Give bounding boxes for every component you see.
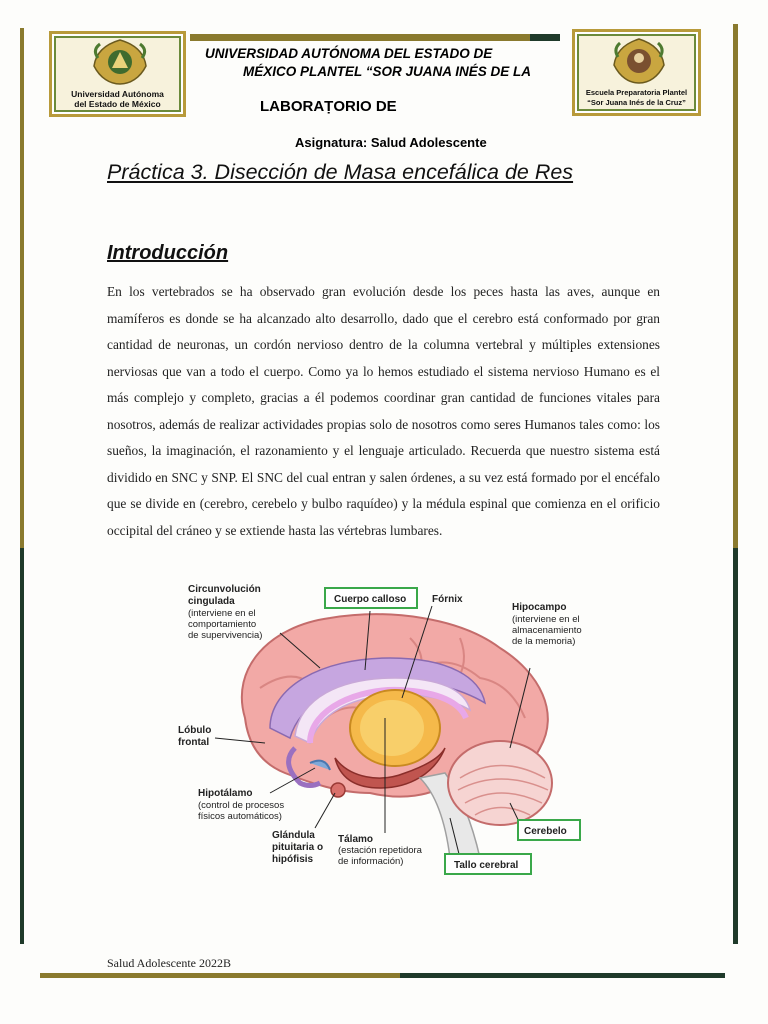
label-circunvolucion-desc3: de supervivencia)	[188, 630, 263, 641]
label-circunvolucion-title2: cingulada	[188, 596, 235, 607]
right-bar-green	[733, 548, 738, 944]
top-bar-gold	[190, 34, 530, 41]
left-bar-green	[20, 548, 24, 944]
top-bar-green	[530, 34, 560, 41]
uaem-logo	[49, 31, 186, 117]
label-glandula-line2: pituitaria o	[272, 842, 324, 853]
label-tallo-cerebral: Tallo cerebral	[454, 860, 519, 871]
lab-title: LABORAṬORIO DE	[260, 98, 397, 115]
label-hipotalamo-desc2: físicos automáticos)	[198, 811, 282, 822]
label-glandula-line3: hipófisis	[272, 854, 314, 865]
label-hipotalamo-desc1: (control de procesos	[198, 800, 285, 811]
label-hipocampo-title: Hipocampo	[512, 602, 567, 613]
plantel-logo-text-line1: Escuela Preparatoria Plantel	[585, 88, 688, 97]
plantel-logo-text-line2: “Sor Juana Inés de la Cruz”	[587, 98, 686, 107]
brain-diagram	[160, 578, 600, 876]
bottom-bar-green	[400, 973, 725, 978]
right-bar-gold	[733, 24, 738, 548]
label-talamo-title: Tálamo	[338, 834, 374, 845]
pituitary-shape	[331, 783, 345, 797]
subject-line: Asignatura: Salud Adolescente	[295, 135, 487, 150]
label-lobulo-line1: Lóbulo	[178, 725, 212, 736]
label-lobulo-line2: frontal	[178, 737, 210, 748]
label-hipotalamo-title: Hipotálamo	[198, 788, 253, 799]
label-circunvolucion-title1: Circunvolución	[188, 584, 261, 595]
practice-title: Práctica 3. Disección de Masa encefálica de Res	[107, 160, 574, 184]
label-circunvolucion-desc1: (interviene en el	[188, 608, 256, 619]
label-talamo-desc2: de información)	[338, 856, 404, 867]
plantel-emblem-icon	[612, 37, 666, 85]
cerebellum-shape	[448, 741, 552, 825]
label-talamo-desc1: (estación repetidora	[338, 845, 422, 856]
uaem-emblem-icon	[90, 38, 150, 86]
plantel-logo	[572, 29, 701, 116]
label-cerebelo: Cerebelo	[524, 826, 567, 837]
label-cuerpo-calloso: Cuerpo calloso	[334, 594, 407, 605]
label-circunvolucion-desc2: comportamiento	[188, 619, 257, 630]
intro-paragraph: En los vertebrados se ha observado gran evolución desde los peces hasta las aves, aunque en mamíferos es donde se ha alcanzado alto desarrollo, dado que el cerebro está conformado por gran cantidad de neuronas, un cordón nervioso dentro de la columna vertebral y múltiples extensiones nerviosas que van a todo el cuerpo. Como ya lo hemos estudiado el sistema nervioso Humano es el más complejo y completo, gracias a él podemos coordinar gran cantidad de funciones vitales para nosotros, además de realizar actividades propias solo de nosotros como seres Humanos tales como: los sueños, la imaginación, el razonamiento y el lenguaje articulado. Recuerda que nuestro sistema está dividido en SNC y SNP. El SNC del cual entran y salen órdenes, a su vez está formado por el encéfalo que se divide en (cerebro, cerebelo y bulbo raquídeo) y la médula espinal que comienza en el orificio occipital del cráneo y se extiende hasta las vértebras lumbares.	[107, 284, 660, 538]
bottom-bar-gold	[40, 973, 400, 978]
uaem-logo-text: Universidad Autónoma del Estado de México	[71, 89, 164, 109]
footer-text: Salud Adolescente 2022B	[107, 956, 231, 970]
label-hipocampo-desc2: almacenamiento	[512, 625, 582, 636]
label-hipocampo-desc3: de la memoria)	[512, 636, 576, 647]
label-glandula-line1: Glándula	[272, 830, 315, 841]
left-bar-gold	[20, 28, 24, 548]
label-fornix: Fórnix	[432, 594, 463, 605]
university-line-2: MÉXICO PLANTEL “SOR JUANA INÉS DE LA	[243, 64, 532, 79]
section-heading: Introducción	[107, 242, 229, 264]
label-hipocampo-desc1: (interviene en el	[512, 614, 580, 625]
university-line-1: UNIVERSIDAD AUTÓNOMA DEL ESTADO DE	[205, 46, 493, 61]
